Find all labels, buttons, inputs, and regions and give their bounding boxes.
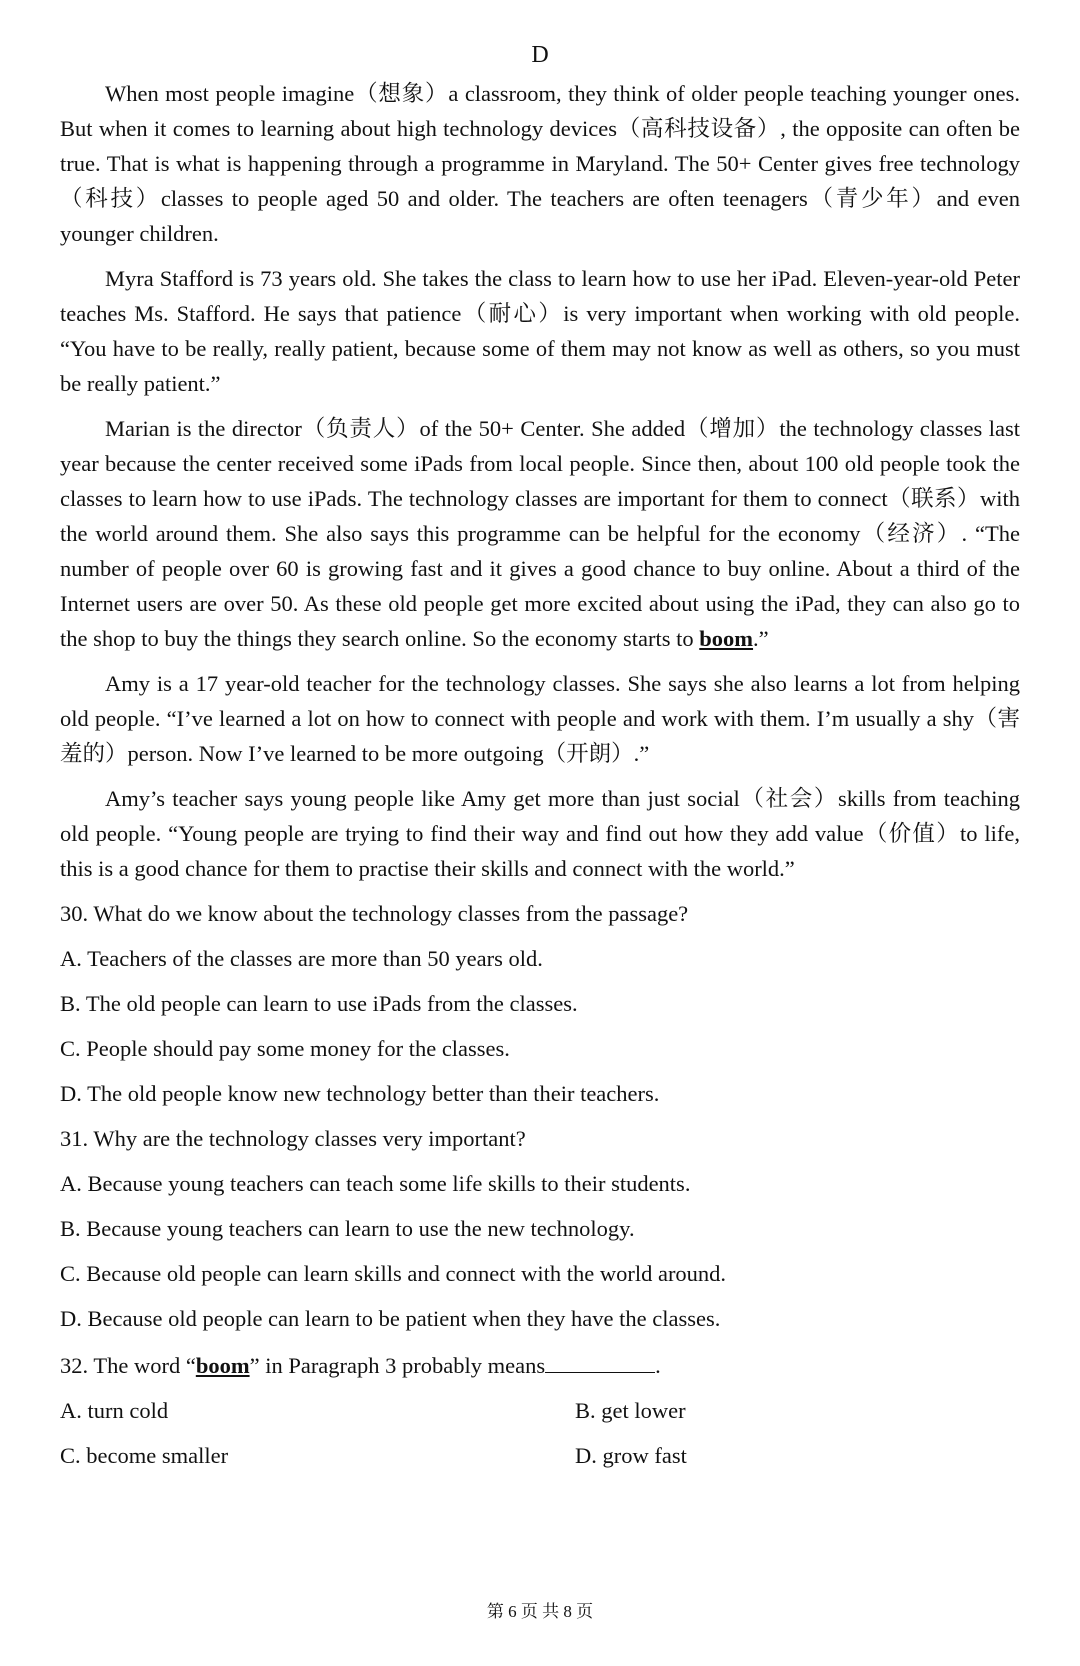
paragraph-3-end: .” (753, 626, 769, 651)
question-32-option-b: B. get lower (575, 1398, 686, 1423)
paragraph-5: Amy’s teacher says young people like Amy get more than just social（社会）skills from teaching old people. “Young people are trying to find their way and find out how they add value（价值）to life, this is a good chance for them to practise their skills and connect with the world.” (60, 786, 1020, 881)
question-32-stem (60, 1346, 1020, 1383)
question-30-option-d: D. The old people know new technology better than their teachers. (60, 1081, 660, 1106)
question-31-stem: 31. Why are the technology classes very important? (60, 1126, 526, 1151)
question-31-option-b: B. Because young teachers can learn to use the new technology. (60, 1216, 635, 1241)
question-31-option-d: D. Because old people can learn to be patient when they have the classes. (60, 1306, 721, 1331)
question-31-option-a: A. Because young teachers can teach some life skills to their students. (60, 1171, 691, 1196)
question-30-option-b: B. The old people can learn to use iPads from the classes. (60, 991, 578, 1016)
paragraph-3-text: Marian is the director（负责人）of the 50+ Center. She added（增加）the technology classes last year because the center received some iPads from local people. Since then, about 100 old people took the classes to learn how to use iPads. The technology classes are important for them to connect（联系）with the world around them. She also says this programme can be helpful for the economy（经济）. “The number of people over 60 is growing fast and it gives a good chance to buy online. About a third of the Internet users are over 50. As these old people get more excited about using the iPad, they can also go to the shop to buy the things they search online. So the economy starts to (60, 416, 1020, 651)
boom-word: boom (699, 626, 754, 651)
question-32-option-c: C. become smaller (60, 1443, 229, 1468)
question-32-option-a: A. turn cold (60, 1398, 169, 1423)
question-32-stem-end: . (655, 1353, 661, 1378)
question-32-boom-word: boom (195, 1353, 250, 1378)
question-30-stem: 30. What do we know about the technology classes from the passage? (60, 901, 689, 926)
question-32-options-row-1 (60, 1393, 1020, 1428)
question-32-stem-middle: ” in Paragraph 3 probably means (249, 1353, 546, 1378)
section-letter: D (531, 42, 549, 68)
paragraph-3 (60, 411, 1020, 656)
question-31-option-c: C. Because old people can learn skills and connect with the world around. (60, 1261, 727, 1286)
paragraph-2: Myra Stafford is 73 years old. She takes the class to learn how to use her iPad. Eleven-year-old Peter teaches Ms. Stafford. He says that patience（耐心）is very important when working with old people. “You have to be really, really patient, because some of them may not know as well as others, so you must be really patient.” (60, 266, 1020, 396)
page-footer: 第 6 页 共 8 页 (486, 1602, 594, 1621)
question-32-stem-start: 32. The word “ (60, 1353, 196, 1378)
question-30-option-c: C. People should pay some money for the classes. (60, 1036, 510, 1061)
question-32-option-d: D. grow fast (575, 1443, 687, 1468)
answer-blank (545, 1346, 655, 1373)
paragraph-1: When most people imagine（想象）a classroom, they think of older people teaching younger ones. But when it comes to learning about high technology devices（高科技设备）, the opposite can often be true. That is what is happening through a programme in Maryland. The 50+ Center gives free technology（科技）classes to people aged 50 and older. The teachers are often teenagers（青少年）and even younger children. (60, 81, 1020, 246)
paragraph-4: Amy is a 17 year-old teacher for the technology classes. She says she also learns a lot from helping old people. “I’ve learned a lot on how to connect with people and work with them. I’m usually a shy（害羞的）person. Now I’ve learned to be more outgoing（开朗）.” (60, 671, 1020, 766)
question-30-option-a: A. Teachers of the classes are more than 50 years old. (60, 946, 543, 971)
question-32-options-row-2 (60, 1438, 1020, 1473)
